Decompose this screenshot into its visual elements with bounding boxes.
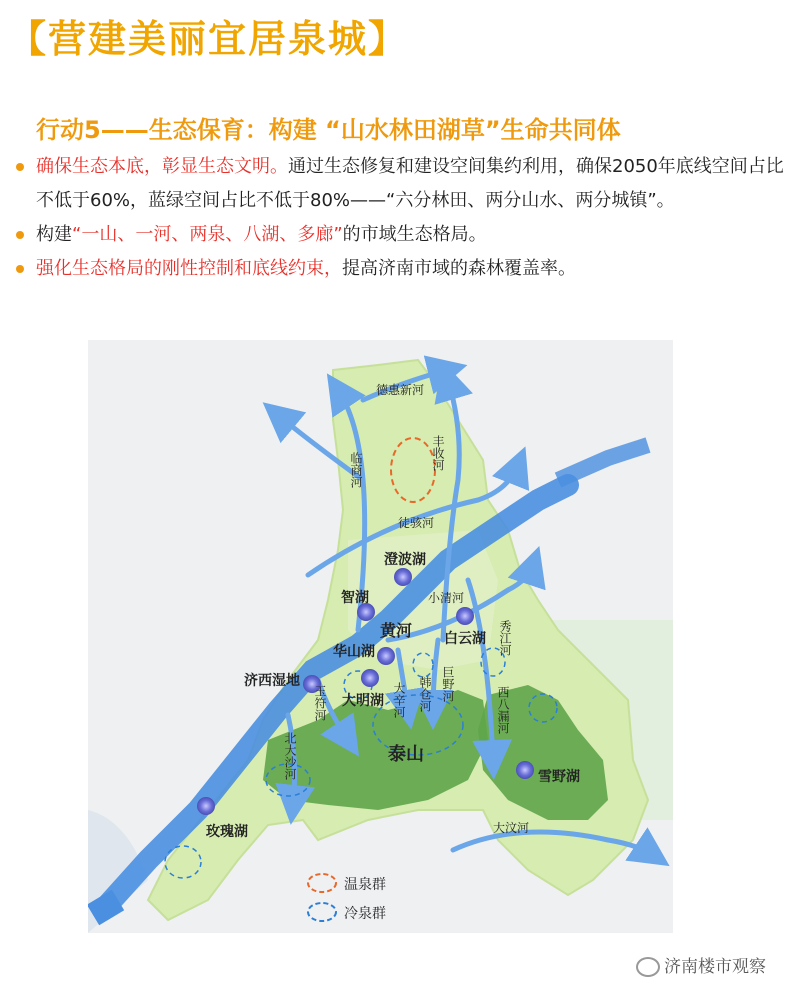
label-beidasha-river: 北大沙河 — [283, 732, 297, 780]
label-baiyun-lake: 白云湖 — [444, 631, 486, 647]
label-xiujiang-river: 秀江河 — [498, 620, 512, 656]
daming-lake-marker — [361, 669, 379, 687]
label-daming-lake: 大明湖 — [342, 693, 384, 709]
label-daxin-river: 大辛河 — [392, 682, 406, 718]
bullet-dot — [16, 231, 24, 239]
bullet-1-highlight: 确保生态本底，彰显生态文明。 — [36, 156, 288, 177]
bullet-item-2 — [14, 218, 794, 252]
bullet-item-1 — [14, 150, 794, 218]
label-fengshou-river: 丰收河 — [431, 435, 445, 471]
bullet-list — [14, 150, 794, 286]
huashan-lake-marker — [377, 647, 395, 665]
label-xiaoqing-river: 小清河 — [428, 591, 465, 605]
label-meigui-lake: 玫瑰湖 — [206, 824, 248, 840]
label-tuhai-river: 徒骇河 — [398, 516, 435, 530]
bullet-3-text: 提高济南市域的森林覆盖率。 — [342, 258, 576, 279]
legend-cold-spring-label: 冷泉群 — [344, 906, 386, 922]
bullet-dot — [16, 265, 24, 273]
bullet-2-highlight: “一山、一河、两泉、八湖、多廊” — [72, 224, 343, 245]
bullet-2-prefix: 构建 — [36, 224, 72, 245]
bullet-1-text: 通过生态修复和建设空间集约利用，确保2050年底线空间占比不低于60%，蓝绿空间占比不低于80%——“六分林田、两分山水、两分城镇”。 — [36, 156, 784, 211]
label-jixi-wetland: 济西湿地 — [244, 673, 300, 689]
xueye-lake-marker — [516, 761, 534, 779]
label-xiba-river: 西八漏河 — [496, 686, 510, 734]
label-linshang-river: 临商河 — [349, 452, 363, 488]
label-dehui-river: 德惠新河 — [376, 383, 425, 397]
chengbo-lake-marker — [394, 568, 412, 586]
bullet-2-suffix: 的市域生态格局。 — [342, 224, 487, 245]
yellow-river-west — [93, 900, 118, 915]
label-taishan: 泰山 — [388, 744, 424, 765]
page-title: 【营建美丽宜居泉城】 — [8, 17, 409, 61]
meigui-lake-marker — [197, 797, 215, 815]
label-chengbo-lake: 澄波湖 — [384, 552, 426, 568]
baiyun-lake-marker — [456, 607, 474, 625]
label-yufu-river: 玉符河 — [313, 685, 327, 721]
label-juye-river: 巨野河 — [441, 666, 455, 702]
watermark — [636, 952, 766, 977]
action-title: 行动5——生态保育：构建 “山水林田湖草”生命共同体 — [36, 116, 621, 144]
label-zhihu-lake: 智湖 — [341, 590, 369, 606]
label-dawen-river: 大汶河 — [493, 821, 530, 835]
wechat-icon — [636, 957, 660, 977]
label-huashan-lake: 华山湖 — [333, 644, 375, 660]
label-yellow-river: 黄河 — [380, 621, 413, 640]
watermark-text: 济南楼市观察 — [664, 957, 766, 977]
bullet-dot — [16, 163, 24, 171]
bullet-3-highlight: 强化生态格局的刚性控制和底线约束， — [36, 258, 342, 279]
map-svg — [88, 340, 673, 933]
legend-hot-spring-label: 温泉群 — [344, 877, 386, 893]
label-hancang-river: 韩仓河 — [418, 676, 432, 712]
bullet-item-3 — [14, 252, 794, 286]
label-xueye-lake: 雪野湖 — [538, 769, 580, 785]
ecology-map — [88, 340, 673, 933]
